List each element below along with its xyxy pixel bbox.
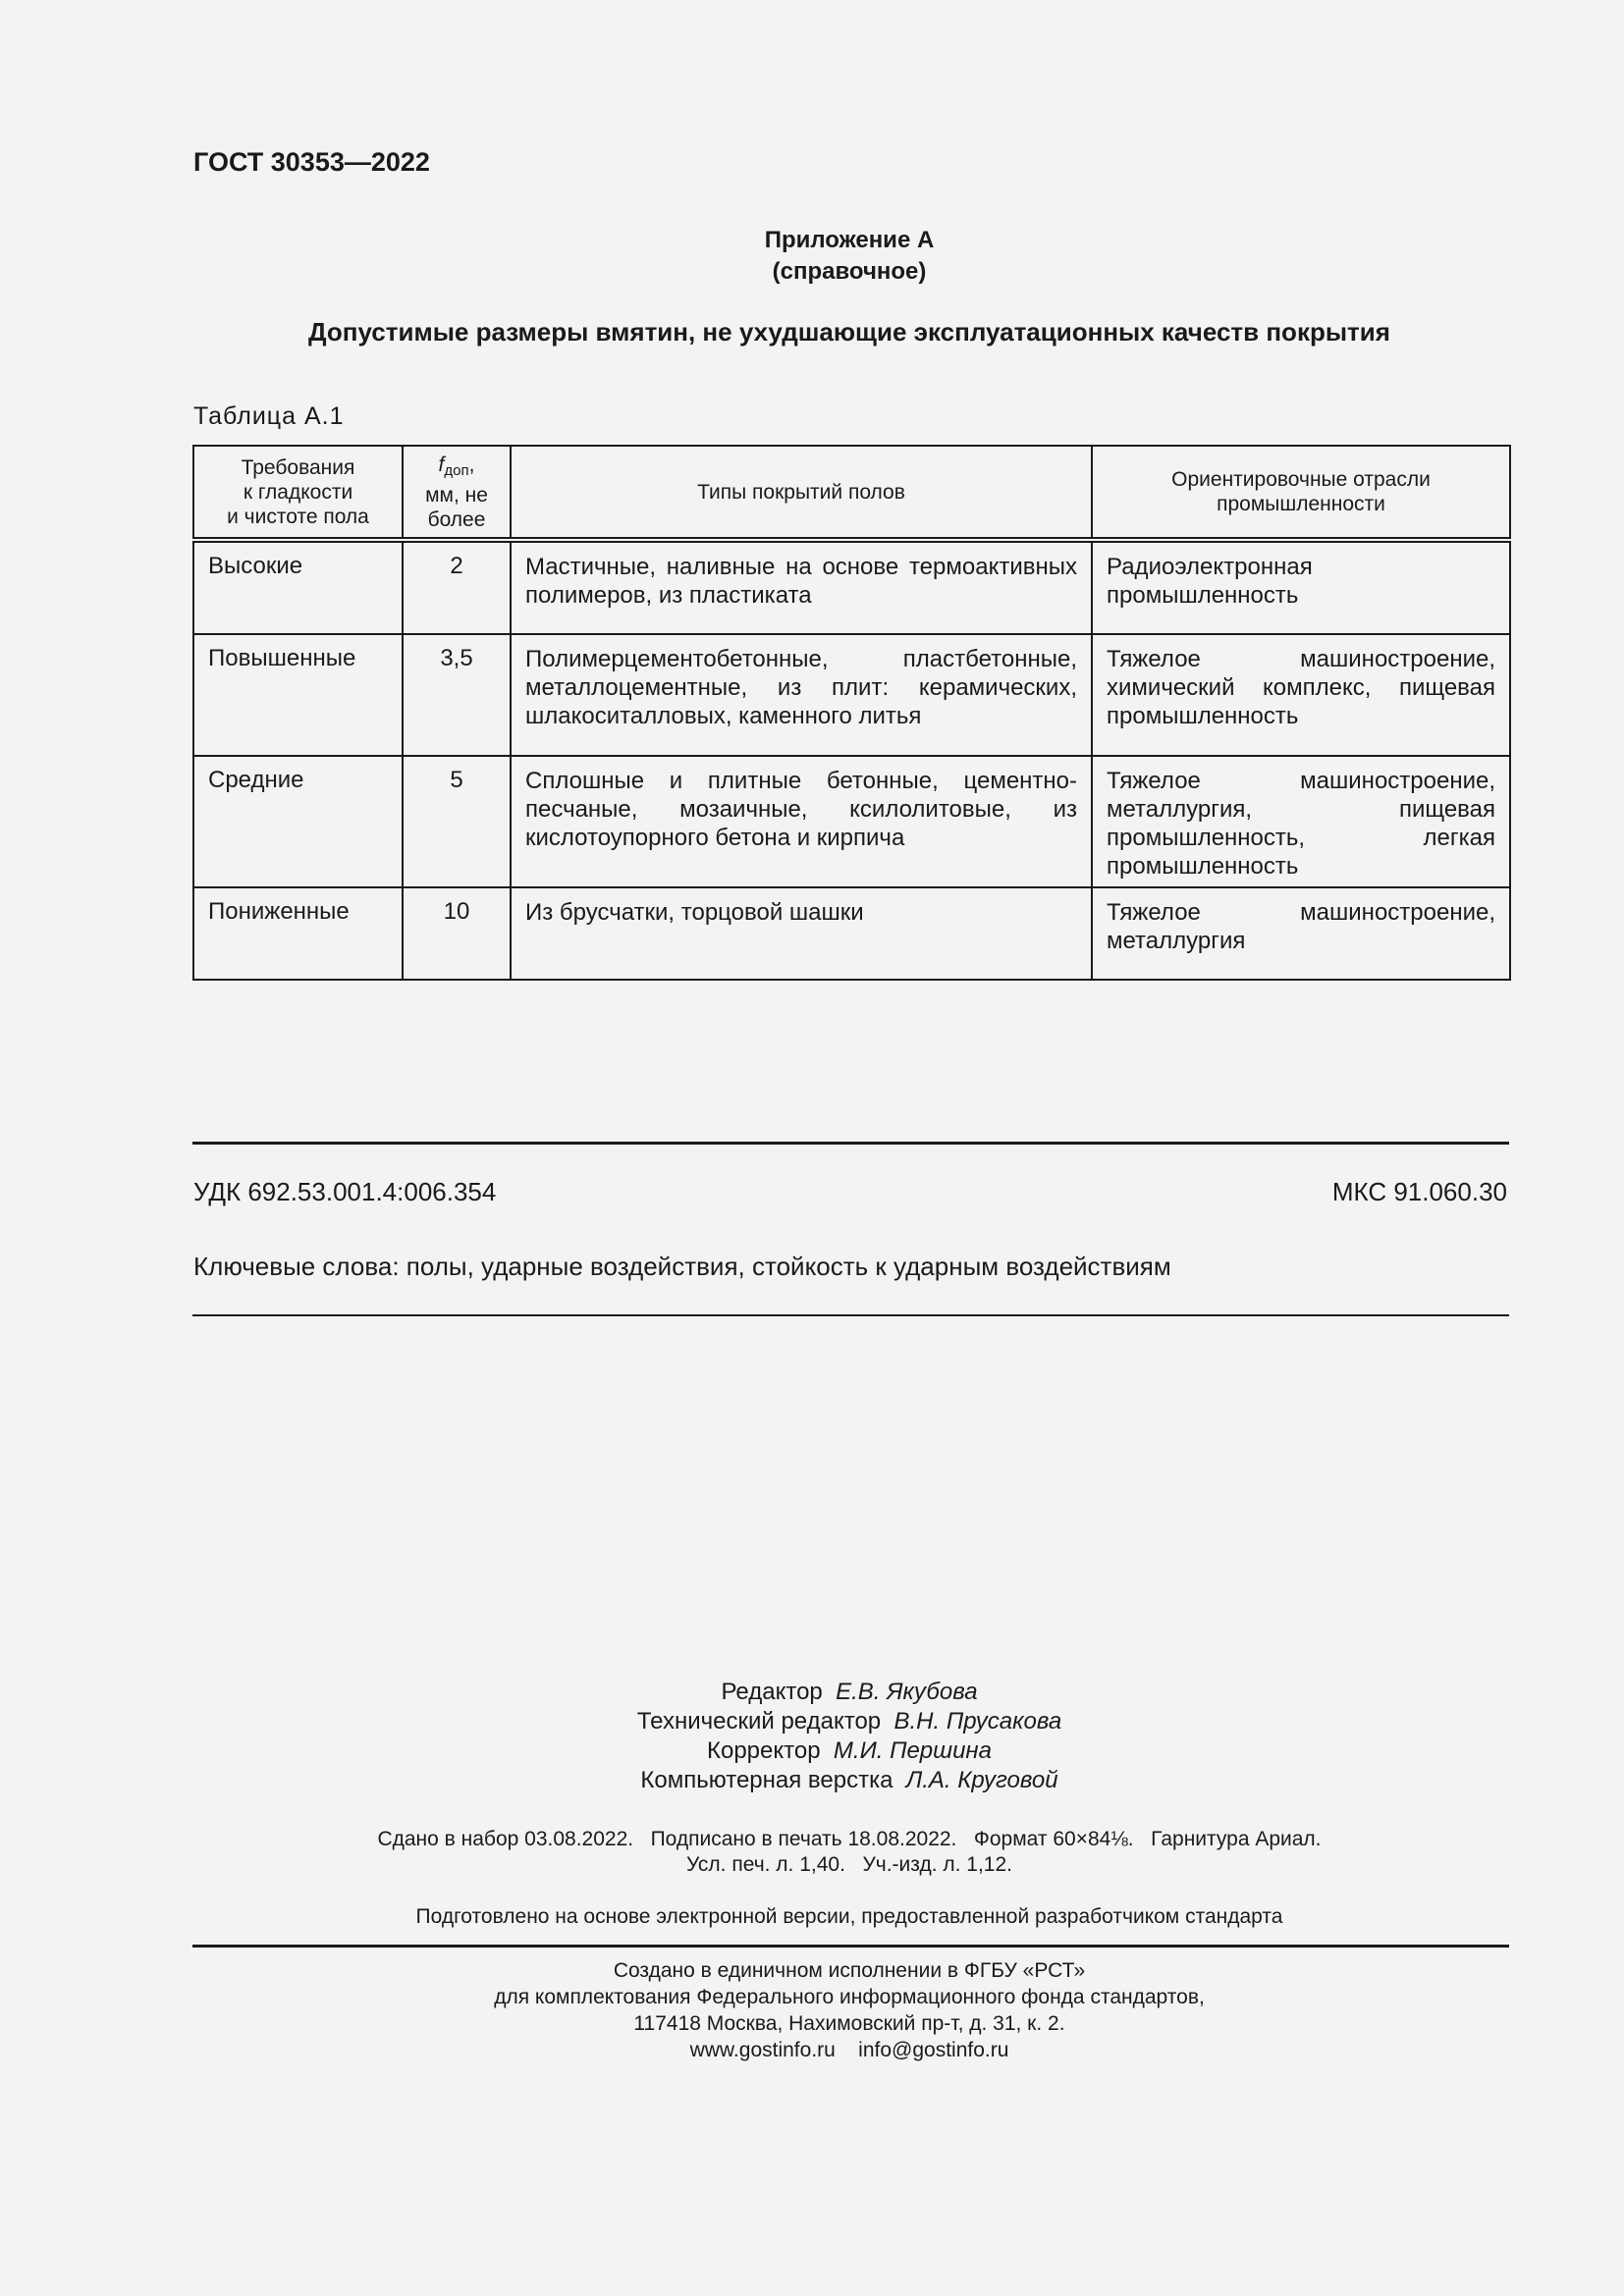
header-f-symbol: f (438, 453, 445, 476)
cell-industry: Тяжелое машиностроение, металлургия (1092, 887, 1510, 980)
cell-floor-type: Полимерцементобетонные, пластбетонные, металлоцементные, из плит: керамических, шлакоситалловых, каменного литья (511, 634, 1092, 756)
header-requirements (193, 446, 403, 540)
udk-code: УДК 692.53.001.4:006.354 (193, 1177, 497, 1206)
mks-code: МКС 91.060.30 (1331, 1177, 1507, 1206)
credit-role: Корректор (707, 1737, 821, 1764)
document-code: ГОСТ 30353—2022 (193, 147, 430, 177)
cell-industry: Тяжелое машиностроение, металлургия, пищевая промышленность, легкая промышленность (1092, 756, 1510, 887)
cell-floor-type: Из брусчатки, торцовой шашки (511, 887, 1092, 980)
appendix-title: Приложение А (764, 227, 935, 253)
credit-line (0, 1766, 1624, 1795)
credit-name: М.И. Першина (833, 1737, 992, 1764)
footer-line: для комплектования Федерального информационного фонда стандартов, (494, 1986, 1205, 2008)
credit-role: Компьютерная верстка (640, 1767, 893, 1793)
table-row (193, 887, 1510, 980)
footer-line: Создано в единичном исполнении в ФГБУ «РСТ» (613, 1959, 1086, 1982)
cell-f-value: 10 (403, 887, 511, 980)
header-industries (1092, 446, 1510, 540)
header-f-subscript: доп (444, 461, 469, 479)
header-req-line: к гладкости (243, 480, 353, 504)
cell-f-value: 5 (403, 756, 511, 887)
dents-table (192, 445, 1511, 981)
appendix-type: (справочное) (772, 258, 927, 285)
credit-name: Е.В. Якубова (836, 1679, 978, 1705)
cell-floor-type: Мастичные, наливные на основе термоактивных полимеров, из пластиката (511, 540, 1092, 634)
table-row (193, 756, 1510, 887)
footer-address: 117418 Москва, Нахимовский пр-т, д. 31, к. 2. (633, 2012, 1065, 2035)
header-f-line: более (427, 507, 486, 531)
credit-line (0, 1678, 1624, 1707)
header-ind-line: промышленности (1217, 493, 1385, 515)
footer-links: www.gostinfo.ru info@gostinfo.ru (689, 2039, 1009, 2061)
table-caption: Таблица А.1 (193, 402, 345, 430)
header-types-label: Типы покрытий полов (697, 480, 905, 504)
credit-role: Технический редактор (636, 1708, 882, 1735)
cell-f-value: 2 (403, 540, 511, 634)
table-header-row (193, 446, 1510, 540)
header-f-allowed (403, 446, 511, 540)
prepared-note: Подготовлено на основе электронной версии, предоставленной разработчиком стандарта (415, 1905, 1283, 1928)
cell-requirement: Пониженные (193, 887, 403, 980)
table-row (193, 634, 1510, 756)
credit-role: Редактор (721, 1679, 823, 1705)
divider-line (192, 1945, 1509, 1948)
section-title: Допустимые размеры вмятин, не ухудшающие эксплуатационных качеств покрытия (308, 317, 1390, 347)
cell-requirement: Высокие (193, 540, 403, 634)
credit-name: В.Н. Прусакова (893, 1708, 1062, 1735)
cell-industry: Радиоэлектронная промышленность (1092, 540, 1510, 634)
keywords: Ключевые слова: полы, ударные воздействия, стойкость к ударным воздействиям (193, 1252, 1171, 1281)
publication-sheets: Усл. печ. л. 1,40. Уч.-изд. л. 1,12. (685, 1853, 1012, 1876)
header-req-line: и чистоте пола (227, 505, 369, 528)
credit-line (0, 1736, 1624, 1766)
header-f-comma: , (468, 453, 475, 476)
header-req-line: Требования (241, 455, 355, 479)
header-f-line: мм, не (425, 483, 488, 507)
publication-details: Сдано в набор 03.08.2022. Подписано в печать 18.08.2022. Формат 60×84⅛. Гарнитура Ариал. (377, 1828, 1322, 1850)
cell-f-value: 3,5 (403, 634, 511, 756)
table-row (193, 540, 1510, 634)
divider-line (192, 1314, 1509, 1316)
cell-requirement: Повышенные (193, 634, 403, 756)
divider-line (192, 1142, 1509, 1145)
cell-floor-type: Сплошные и плитные бетонные, цементно-песчаные, мозаичные, ксилолитовые, из кислотоупорного бетона и кирпича (511, 756, 1092, 887)
header-ind-line: Ориентировочные отрасли (1171, 468, 1431, 491)
cell-requirement: Средние (193, 756, 403, 887)
credit-name: Л.А. Круговой (905, 1767, 1058, 1793)
credit-line (0, 1707, 1624, 1736)
header-floor-types (511, 446, 1092, 540)
cell-industry: Тяжелое машиностроение, химический комплекс, пищевая промышленность (1092, 634, 1510, 756)
